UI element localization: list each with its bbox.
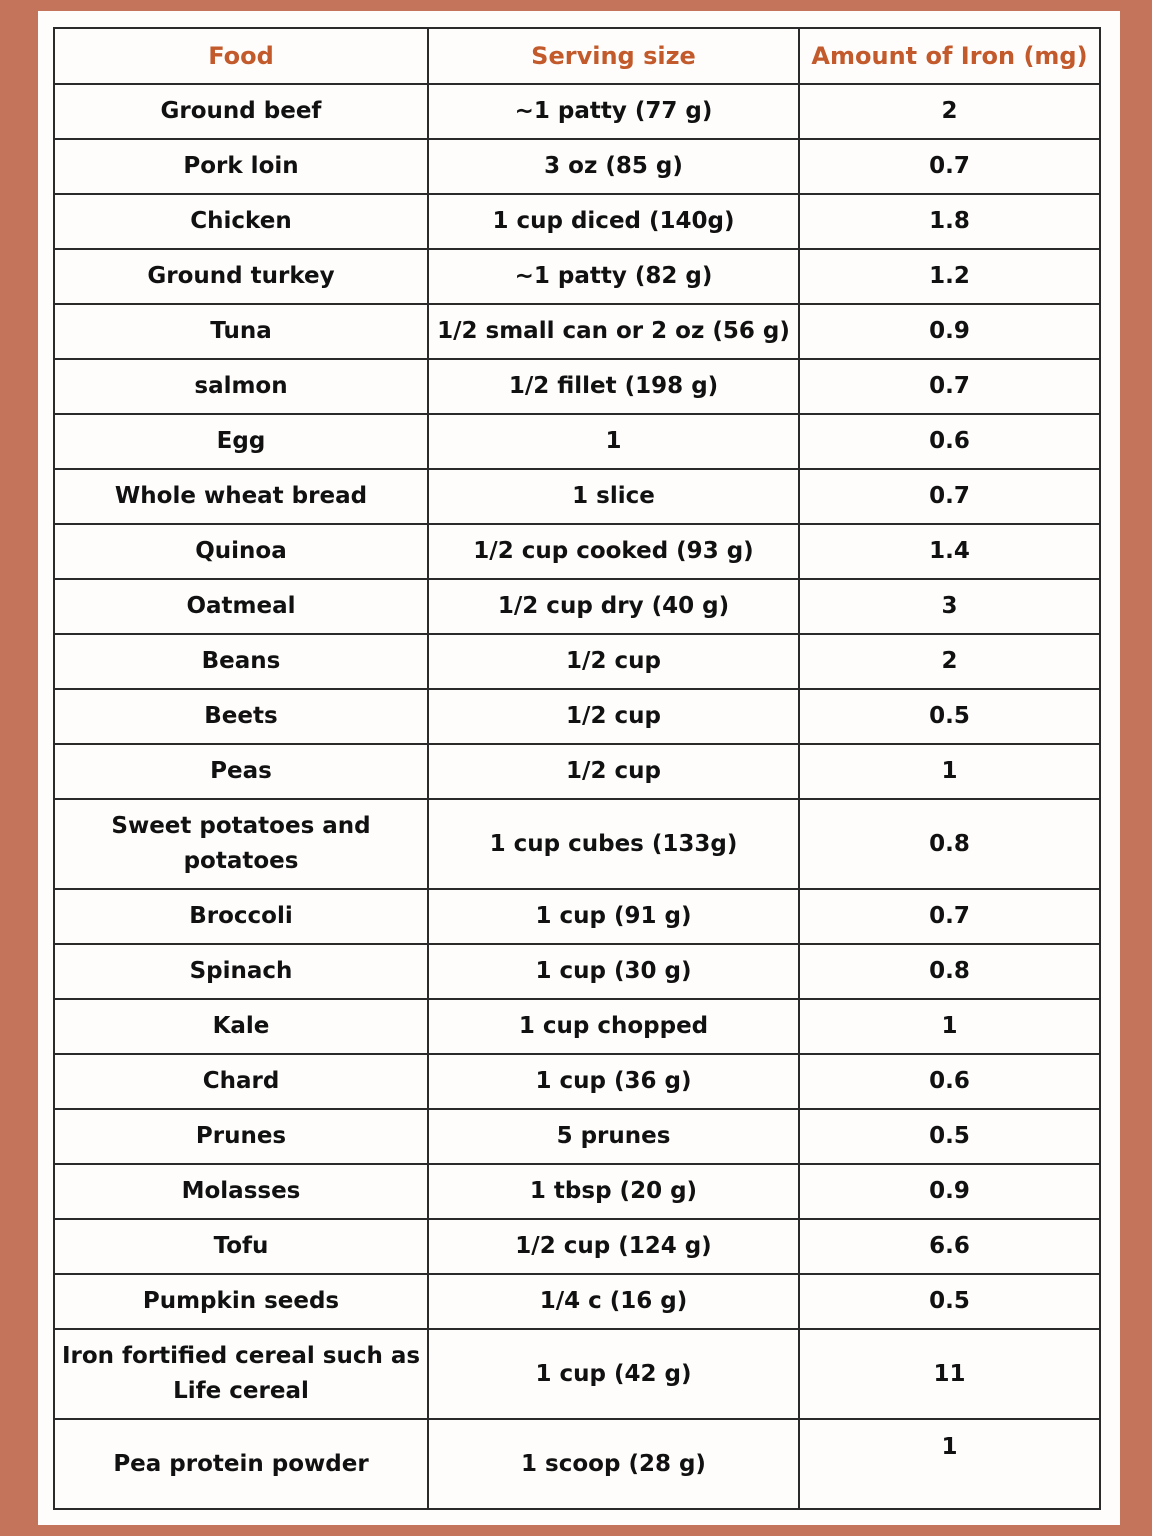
- table-row: [54, 84, 1100, 139]
- serving-text: 1/2 cup dry (40 g): [497, 593, 730, 619]
- cell-serving: [428, 1219, 799, 1274]
- table-row: [54, 689, 1100, 744]
- cell-food: [54, 1219, 428, 1274]
- cell-iron: [799, 634, 1100, 689]
- serving-text: 1/4 c (16 g): [539, 1288, 688, 1314]
- iron-text: 0.6: [929, 1068, 970, 1094]
- iron-text: 0.8: [929, 830, 970, 857]
- cell-serving: [428, 414, 799, 469]
- table-row: [54, 1164, 1100, 1219]
- food-text: Pumpkin seeds: [142, 1288, 340, 1314]
- cell-serving: [428, 249, 799, 304]
- cell-food: [54, 249, 428, 304]
- iron-text: 1: [941, 1433, 958, 1460]
- iron-text: 0.6: [929, 428, 970, 454]
- food-text: Iron fortified cereal such as Life cereal: [61, 1343, 421, 1404]
- serving-text: 1 cup (91 g): [535, 903, 692, 929]
- serving-text: 1 slice: [572, 483, 655, 509]
- table-row: [54, 304, 1100, 359]
- cell-food: [54, 889, 428, 944]
- table-row: [54, 139, 1100, 194]
- food-text: Chard: [202, 1068, 280, 1094]
- cell-iron: [799, 139, 1100, 194]
- iron-text: 0.7: [929, 483, 970, 509]
- food-text: Beans: [201, 648, 281, 674]
- cell-serving: [428, 524, 799, 579]
- iron-text: 0.9: [929, 1178, 970, 1204]
- table-row: [54, 1274, 1100, 1329]
- cell-serving: [428, 1329, 799, 1419]
- serving-text: 1 tbsp (20 g): [529, 1178, 698, 1204]
- header-food: Food: [54, 28, 428, 84]
- table-row: [54, 799, 1100, 889]
- food-text: Chicken: [190, 208, 292, 234]
- food-text: Kale: [212, 1013, 270, 1039]
- cell-food: [54, 1329, 428, 1419]
- table-row: [54, 469, 1100, 524]
- cell-food: [54, 359, 428, 414]
- serving-text: 5 prunes: [556, 1123, 671, 1149]
- cell-serving: [428, 889, 799, 944]
- cell-iron: [799, 249, 1100, 304]
- food-text: Pea protein powder: [113, 1450, 369, 1477]
- food-text: Ground turkey: [147, 263, 335, 289]
- serving-text: 1 cup diced (140g): [492, 208, 735, 234]
- table-row: [54, 744, 1100, 799]
- iron-text: 1.4: [929, 538, 970, 564]
- table-row: [54, 249, 1100, 304]
- food-text: Peas: [210, 758, 272, 784]
- iron-text: 11: [933, 1360, 966, 1387]
- cell-serving: [428, 469, 799, 524]
- serving-text: 1/2 cup (124 g): [515, 1233, 712, 1259]
- cell-iron: [799, 1219, 1100, 1274]
- serving-text: 1/2 cup: [566, 703, 661, 729]
- table-row: [54, 194, 1100, 249]
- food-text: Spinach: [189, 958, 293, 984]
- table-row: [54, 944, 1100, 999]
- cell-serving: [428, 359, 799, 414]
- table-row: [54, 579, 1100, 634]
- cell-food: [54, 799, 428, 889]
- iron-text: 1: [941, 1013, 958, 1039]
- iron-text: 0.7: [929, 153, 970, 179]
- cell-serving: [428, 304, 799, 359]
- cell-food: [54, 1054, 428, 1109]
- serving-text: 1/2 cup: [566, 758, 661, 784]
- cell-iron: [799, 689, 1100, 744]
- cell-food: [54, 1274, 428, 1329]
- cell-food: [54, 1109, 428, 1164]
- serving-text: ~1 patty (82 g): [514, 263, 713, 289]
- food-text: Ground beef: [160, 98, 322, 124]
- serving-text: 3 oz (85 g): [544, 153, 683, 179]
- cell-food: [54, 689, 428, 744]
- iron-content-table: [53, 27, 1101, 1510]
- serving-text: 1/2 cup cooked (93 g): [473, 538, 754, 564]
- food-text: Oatmeal: [186, 593, 296, 619]
- cell-food: [54, 579, 428, 634]
- iron-text: 0.7: [929, 373, 970, 399]
- cell-serving: [428, 1109, 799, 1164]
- cell-food: [54, 414, 428, 469]
- cell-serving: [428, 1164, 799, 1219]
- serving-text: 1: [605, 428, 622, 454]
- cell-iron: [799, 1329, 1100, 1419]
- header-row: [54, 28, 1100, 84]
- cell-serving: [428, 744, 799, 799]
- cell-serving: [428, 999, 799, 1054]
- serving-text: 1 cup (30 g): [535, 958, 692, 984]
- cell-serving: [428, 944, 799, 999]
- serving-text: ~1 patty (77 g): [514, 98, 713, 124]
- cell-iron: [799, 359, 1100, 414]
- cell-food: [54, 1419, 428, 1509]
- cell-iron: [799, 194, 1100, 249]
- iron-text: 0.9: [929, 318, 970, 344]
- cell-iron: [799, 1109, 1100, 1164]
- cell-iron: [799, 469, 1100, 524]
- table-row: [54, 634, 1100, 689]
- food-text: Quinoa: [195, 538, 287, 564]
- serving-text: 1 cup chopped: [518, 1013, 709, 1039]
- food-text: Molasses: [181, 1178, 301, 1204]
- serving-text: 1/2 fillet (198 g): [508, 373, 719, 399]
- cell-serving: [428, 689, 799, 744]
- content-panel: [38, 11, 1120, 1525]
- cell-serving: [428, 1274, 799, 1329]
- iron-text: 2: [941, 98, 958, 124]
- food-text: Beets: [204, 703, 278, 729]
- cell-food: [54, 524, 428, 579]
- cell-iron: [799, 579, 1100, 634]
- cell-food: [54, 304, 428, 359]
- food-text: Egg: [216, 428, 266, 454]
- iron-text: 0.5: [929, 1288, 970, 1314]
- serving-text: 1 cup (36 g): [535, 1068, 692, 1094]
- header-iron-amount: Amount of Iron (mg): [799, 28, 1100, 84]
- cell-iron: [799, 889, 1100, 944]
- cell-iron: [799, 1054, 1100, 1109]
- iron-text: 0.5: [929, 703, 970, 729]
- cell-iron: [799, 1164, 1100, 1219]
- food-text: Prunes: [195, 1123, 287, 1149]
- iron-text: 2: [941, 648, 958, 674]
- table-row: [54, 359, 1100, 414]
- table-row: [54, 999, 1100, 1054]
- iron-text: 0.8: [929, 958, 970, 984]
- food-text: salmon: [194, 373, 288, 399]
- cell-iron: [799, 744, 1100, 799]
- cell-iron: [799, 414, 1100, 469]
- serving-text: 1/2 small can or 2 oz (56 g): [437, 318, 790, 344]
- table-row: [54, 524, 1100, 579]
- iron-text: 1.8: [929, 208, 970, 234]
- iron-text: 3: [941, 593, 958, 619]
- serving-text: 1 cup cubes (133g): [489, 830, 738, 857]
- cell-food: [54, 194, 428, 249]
- cell-food: [54, 744, 428, 799]
- table-row: [54, 1219, 1100, 1274]
- cell-iron: [799, 999, 1100, 1054]
- cell-serving: [428, 799, 799, 889]
- cell-serving: [428, 579, 799, 634]
- cell-serving: [428, 194, 799, 249]
- iron-text: 0.7: [929, 903, 970, 929]
- serving-text: 1/2 cup: [566, 648, 661, 674]
- cell-serving: [428, 634, 799, 689]
- cell-food: [54, 999, 428, 1054]
- table-row: [54, 1419, 1100, 1509]
- iron-text: 6.6: [929, 1233, 970, 1259]
- cell-food: [54, 634, 428, 689]
- serving-text: 1 cup (42 g): [535, 1360, 692, 1387]
- iron-text: 0.5: [929, 1123, 970, 1149]
- cell-iron: [799, 84, 1100, 139]
- table-row: [54, 1054, 1100, 1109]
- food-text: Sweet potatoes and potatoes: [111, 813, 371, 874]
- cell-food: [54, 1164, 428, 1219]
- cell-food: [54, 84, 428, 139]
- cell-iron: [799, 1274, 1100, 1329]
- cell-iron: [799, 304, 1100, 359]
- cell-serving: [428, 1419, 799, 1509]
- table-row: [54, 1109, 1100, 1164]
- iron-text: 1: [941, 758, 958, 784]
- food-text: Whole wheat bread: [114, 483, 368, 509]
- table-row: [54, 889, 1100, 944]
- cell-food: [54, 469, 428, 524]
- cell-food: [54, 139, 428, 194]
- table-row: [54, 1329, 1100, 1419]
- serving-text: 1 scoop (28 g): [521, 1450, 706, 1477]
- header-serving-size: Serving size: [428, 28, 799, 84]
- iron-text: 1.2: [929, 263, 970, 289]
- food-text: Tofu: [213, 1233, 269, 1259]
- food-text: Pork loin: [183, 153, 299, 179]
- cell-iron: [799, 799, 1100, 889]
- cell-iron: [799, 944, 1100, 999]
- cell-iron: [799, 524, 1100, 579]
- food-text: Broccoli: [189, 903, 293, 929]
- cell-serving: [428, 1054, 799, 1109]
- food-text: Tuna: [210, 318, 272, 344]
- cell-serving: [428, 139, 799, 194]
- cell-food: [54, 944, 428, 999]
- cell-iron: [799, 1419, 1100, 1509]
- table-row: [54, 414, 1100, 469]
- cell-serving: [428, 84, 799, 139]
